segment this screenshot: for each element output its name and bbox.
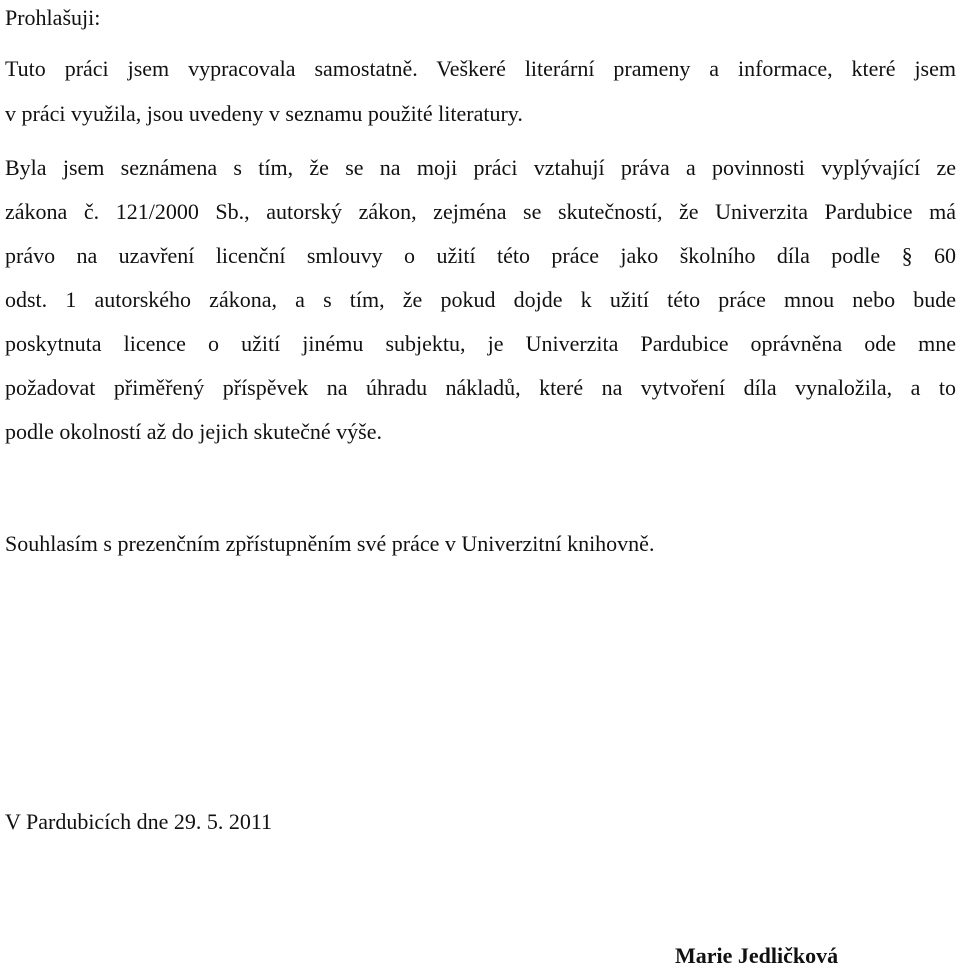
paragraph-line: právo na uzavření licenční smlouvy o užití této práce jako školního díla podle § 60 — [5, 243, 956, 268]
paragraph-line: Tuto práci jsem vypracovala samostatně. Veškeré literární prameny a informace, které jsem — [5, 56, 956, 81]
paragraph-line: zákona č. 121/2000 Sb., autorský zákon, zejména se skutečností, že Univerzita Pardubice má — [5, 199, 956, 224]
paragraph-line: podle okolností až do jejich skutečné výše. — [5, 419, 382, 444]
author-signature-name: Marie Jedličková — [675, 943, 839, 968]
paragraph-line: požadovat přiměřený příspěvek na úhradu nákladů, které na vytvoření díla vynaložila, a to — [5, 375, 956, 400]
paragraph-line: v práci využila, jsou uvedeny v seznamu použité literatury. — [5, 101, 523, 126]
paragraph-line: odst. 1 autorského zákona, a s tím, že pokud dojde k užití této práce mnou nebo bude — [5, 287, 956, 312]
place-and-date: V Pardubicích dne 29. 5. 2011 — [5, 809, 273, 834]
paragraph-line: Byla jsem seznámena s tím, že se na moji práci vztahují práva a povinnosti vyplývající ze — [5, 155, 956, 180]
paragraph-line: poskytnuta licence o užití jinému subjektu, je Univerzita Pardubice oprávněna ode mne — [5, 331, 956, 356]
declaration-heading: Prohlašuji: — [5, 5, 101, 30]
library-consent-statement: Souhlasím s prezenčním zpřístupněním své práce v Univerzitní knihovně. — [5, 531, 655, 556]
